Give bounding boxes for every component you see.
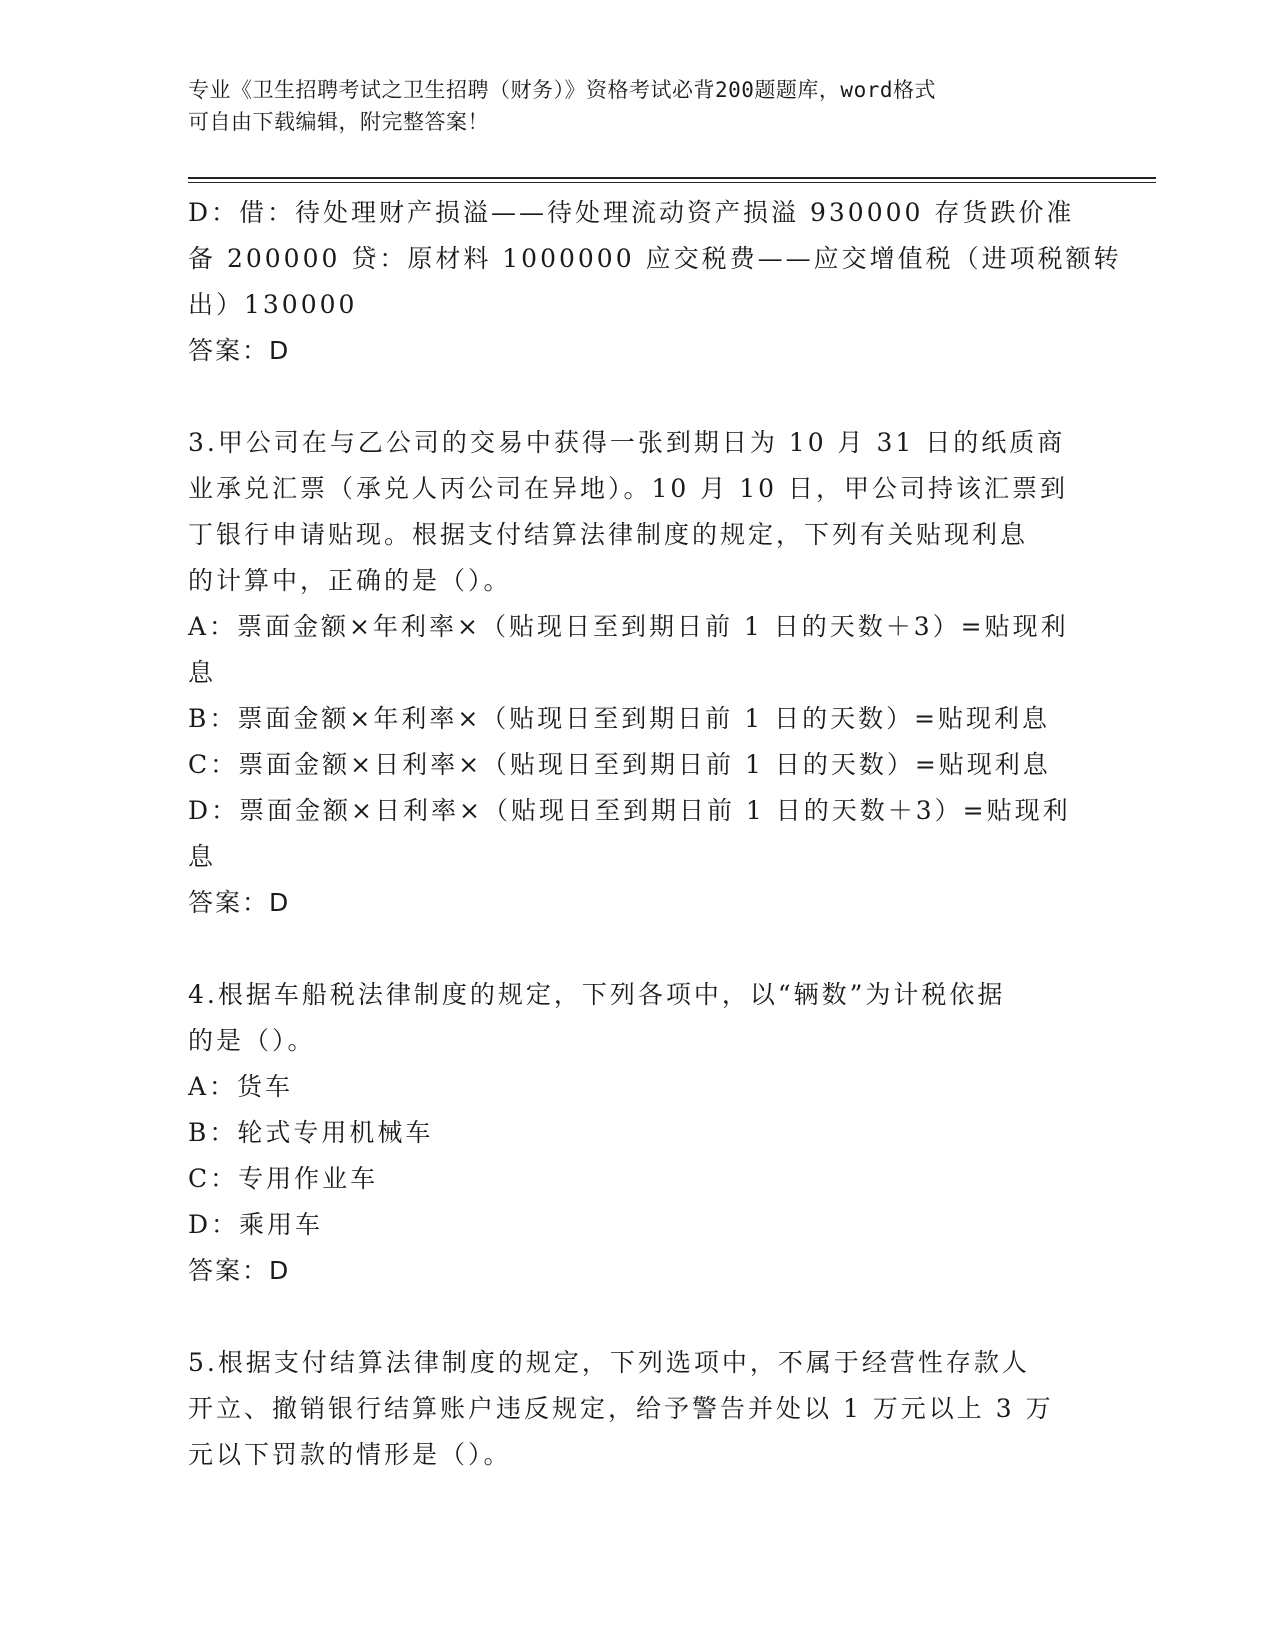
header-divider-thick <box>188 177 1156 179</box>
question-stem-line-3: 元以下罚款的情形是（）。 <box>188 1440 512 1469</box>
option-d-line-3: 出）130000 <box>188 290 358 319</box>
header-title-line-1: 专业《卫生招聘考试之卫生招聘（财务）》资格考试必背200题题库，word格式 <box>188 78 936 102</box>
spacer <box>188 926 1088 972</box>
option-c: C：票面金额×日利率×（贴现日至到期日前 1 日的天数）=贴现利息 <box>188 750 1051 779</box>
question-5 <box>188 1340 1088 1478</box>
question-3 <box>188 420 1088 926</box>
answer-label: 答案：D <box>188 1256 291 1285</box>
option-b: B：轮式专用机械车 <box>188 1118 434 1147</box>
option-d-line-2: 息 <box>188 842 217 871</box>
spacer <box>188 374 1088 420</box>
header-divider-thin <box>188 182 1156 183</box>
header-title-line-2: 可自由下载编辑，附完整答案！ <box>188 110 489 134</box>
question-stem-line-2: 的是（）。 <box>188 1026 316 1055</box>
option-d-line-1: D：票面金额×日利率×（贴现日至到期日前 1 日的天数＋3）=贴现利 <box>188 796 1071 825</box>
question-stem-line-2: 开立、撤销银行结算账户违反规定，给予警告并处以 1 万元以上 3 万 <box>188 1394 1054 1423</box>
option-a: A：货车 <box>188 1072 294 1101</box>
question-stem-line-1: 4.根据车船税法律制度的规定，下列各项中，以“辆数”为计税依据 <box>188 980 1006 1009</box>
question-2-tail <box>188 190 1122 374</box>
question-4 <box>188 972 1088 1294</box>
question-stem-line-4: 的计算中，正确的是（）。 <box>188 566 512 595</box>
option-a-line-1: A：票面金额×年利率×（贴现日至到期日前 1 日的天数＋3）=贴现利 <box>188 612 1069 641</box>
question-stem-line-3: 丁银行申请贴现。根据支付结算法律制度的规定，下列有关贴现利息 <box>188 520 1029 549</box>
question-content <box>188 190 1122 1478</box>
option-c: C：专用作业车 <box>188 1164 379 1193</box>
option-d-line-1: D：借：待处理财产损溢——待处理流动资产损溢 930000 存货跌价准 <box>188 198 1075 227</box>
option-a-line-2: 息 <box>188 658 217 687</box>
option-d-line-2: 备 200000 贷：原材料 1000000 应交税费——应交增值税（进项税额转 <box>188 244 1122 273</box>
spacer <box>188 1294 1088 1340</box>
answer-label: 答案：D <box>188 336 291 365</box>
question-stem-line-1: 3.甲公司在与乙公司的交易中获得一张到期日为 10 月 31 日的纸质商 <box>188 428 1066 457</box>
option-d: D：乘用车 <box>188 1210 324 1239</box>
question-stem-line-2: 业承兑汇票（承兑人丙公司在异地）。10 月 10 日，甲公司持该汇票到 <box>188 474 1068 503</box>
answer-label: 答案：D <box>188 888 291 917</box>
option-b: B：票面金额×年利率×（贴现日至到期日前 1 日的天数）=贴现利息 <box>188 704 1051 733</box>
document-header <box>188 74 1088 138</box>
question-stem-line-1: 5.根据支付结算法律制度的规定，下列选项中，不属于经营性存款人 <box>188 1348 1030 1377</box>
